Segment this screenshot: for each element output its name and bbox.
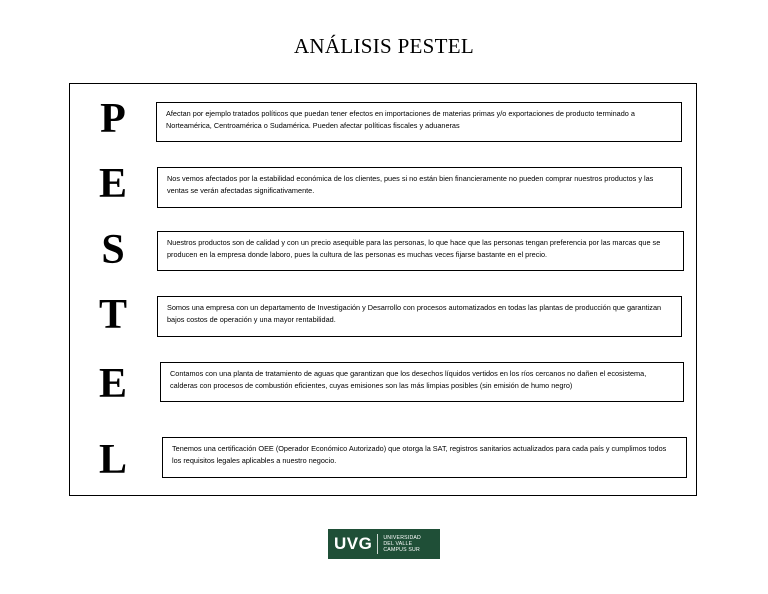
pestel-letter-p: P bbox=[100, 96, 126, 142]
page-title: ANÁLISIS PESTEL bbox=[293, 34, 475, 58]
pestel-box-technological: Somos una empresa con un departamento de Investigación y Desarrollo con procesos automatizados en todas las plantas de producción que garantizan bajos costos de operación y una mayor rentabilidad. bbox=[157, 296, 682, 337]
pestel-box-ecological: Contamos con una planta de tratamiento de aguas que garantizan que los desechos líquidos vertidos en los ríos cercanos no dañen el ecosistema, calderas con procesos de combustión eficientes, cuyas emisiones son las más limpias posibles (sin emisión de humo negro) bbox=[160, 362, 684, 402]
pestel-letter-l: L bbox=[98, 437, 127, 483]
pestel-letter-s: S bbox=[101, 227, 125, 273]
pestel-box-social: Nuestros productos son de calidad y con un precio asequible para las personas, lo que hace que las personas tengan preferencia por las marcas que se producen en la empresa donde laboro, pues la cultura de las personas es muchas veces fijarse bastante en el precio. bbox=[157, 231, 684, 271]
logo-line-3: CAMPUS SUR bbox=[383, 547, 420, 553]
pestel-box-legal: Tenemos una certificación OEE (Operador Económico Autorizado) que otorga la SAT, registros sanitarios actualizados para cada país y cumplimos todos los requisitos legales aplicables a nuestro negocio. bbox=[162, 437, 687, 478]
pestel-box-political: Afectan por ejemplo tratados políticos que puedan tener efectos en importaciones de materias primas y/o exportaciones de producto terminado a Norteamérica, Centroamérica o Sudamérica. Pueden afectar políticas fiscales y aduaneras bbox=[156, 102, 682, 142]
uvg-logo bbox=[328, 529, 440, 559]
logo-line-2: DEL VALLE bbox=[383, 541, 413, 547]
pestel-letter-e-ecological: E bbox=[98, 361, 127, 407]
logo-subtitle bbox=[383, 535, 421, 553]
logo-line-1: UNIVERSIDAD bbox=[383, 535, 421, 541]
logo-wordmark: UVG bbox=[334, 534, 373, 553]
pestel-frame bbox=[69, 83, 697, 496]
logo-divider bbox=[377, 534, 378, 554]
pestel-letter-t: T bbox=[98, 292, 127, 338]
pestel-letter-e-economic: E bbox=[98, 161, 127, 207]
pestel-box-economic: Nos vemos afectados por la estabilidad económica de los clientes, pues si no están bien financieramente no pueden comprar nuestros productos y las ventas se verán afectadas significativamente. bbox=[157, 167, 682, 208]
